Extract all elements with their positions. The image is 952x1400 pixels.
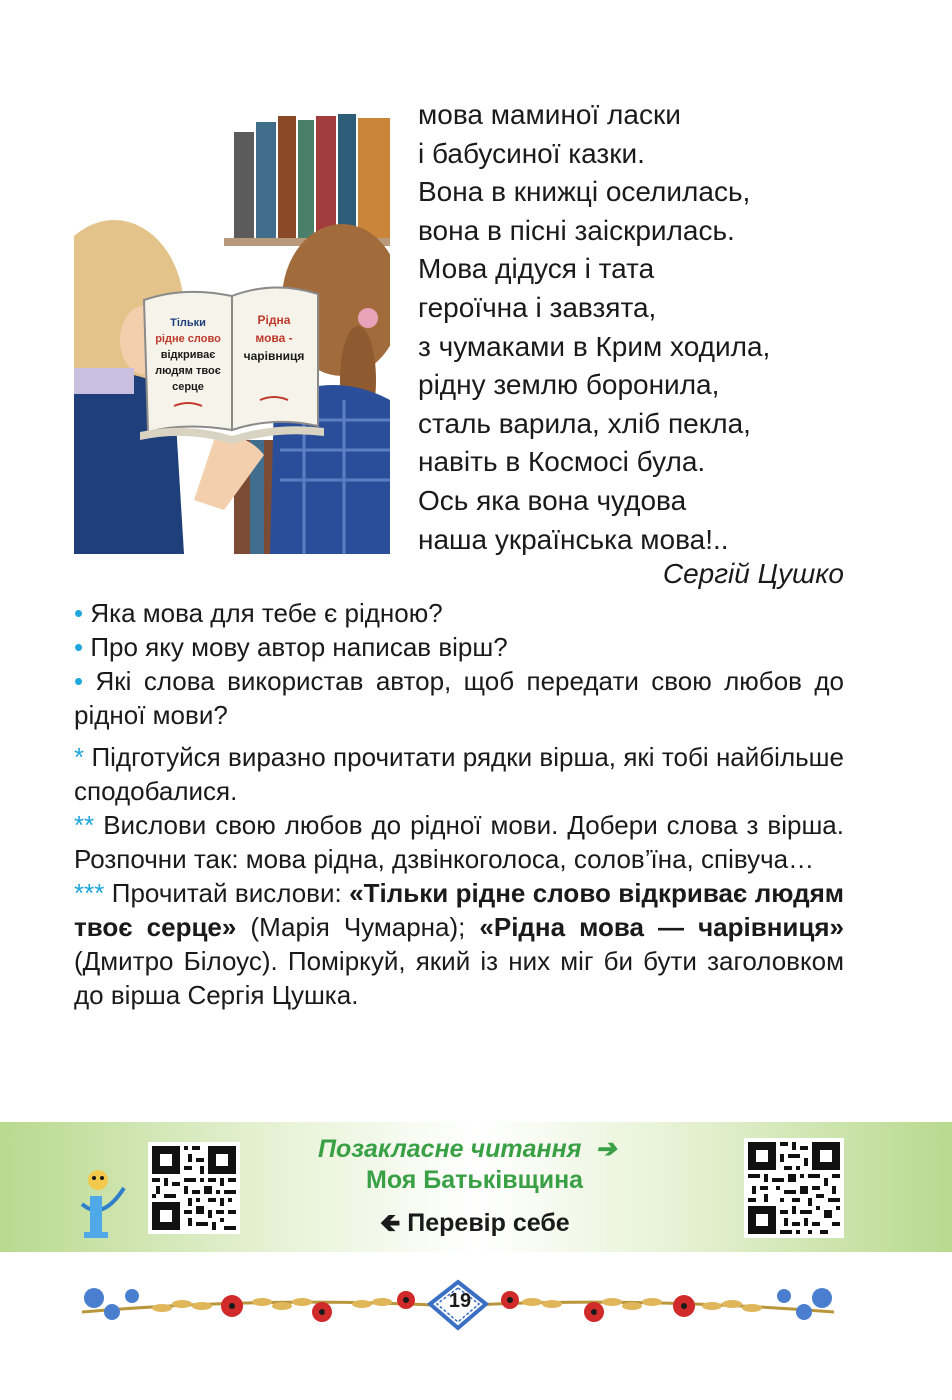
poem-author: Сергій Цушко [662,558,844,589]
difficulty-marker: *** [74,878,105,908]
poem-line: Вона в книжці оселилась, [418,176,751,208]
quote-1: «Тільки рідне слово відкриває людям твоє серце» [74,878,844,942]
poem-line: мова маминої ласки [418,99,681,130]
qr-code-right-icon[interactable] [744,1138,844,1238]
quote-2: «Рідна мова — чарівниця» [479,912,845,942]
task-item [74,740,844,808]
book-left-line-1: Тільки [170,317,206,329]
bullet-icon: • [74,666,84,696]
question-item [74,664,844,732]
book-right-line-1: Рідна [257,313,291,327]
difficulty-marker: * [74,742,85,772]
poem-line: сталь варила, хліб пекла, [418,407,751,439]
task-intro: Прочитай вислови: [111,878,342,908]
task-text: Підготуйся виразно прочитати рядки вірша, які тобі найбільше сподобалися. [74,742,844,806]
task-item [74,808,844,876]
book-left-line-4: людям твоє [155,365,221,377]
extra-reading-banner [0,1122,952,1252]
question-text: Які слова використав автор, щоб передати свою любов до рідної мови? [74,666,844,730]
extra-reading-label: Позакласне читання [318,1135,582,1163]
poem-line: навіть в Космосі була. [418,446,706,478]
question-item [74,630,844,664]
extra-reading-link[interactable] [318,1134,616,1164]
questions-list [74,596,844,732]
bullet-icon: • [74,632,84,662]
book-right-line-3: чарівниця [243,349,305,363]
mascot-icon [74,1152,130,1242]
quote-2-author: (Дмитро Білоус). [74,946,278,976]
book-right-line-2: мова - [255,331,293,345]
illustration-children-reading [74,110,390,554]
tasks-list [74,740,844,1012]
arrow-right-icon: ➔ [595,1135,617,1163]
arrow-left-icon: 🡸 [380,1209,401,1237]
poem-line: героїчна і завзята, [418,291,657,323]
poem-line: з чумаками в Крим ходила, [418,330,771,362]
poem-line: наша українська мова!.. [418,523,729,555]
difficulty-marker: ** [74,810,95,840]
book-left-line-3: відкриває [160,349,216,361]
poem-line: рідну землю боронила, [418,369,720,401]
question-text: Про яку мову автор написав вірш? [90,632,508,662]
book-left-line-5: серце [172,381,204,393]
task-outro: Поміркуй, який із них міг би бути заголовком до вірша Сергія Цушка. [74,946,844,1010]
my-homeland-link[interactable]: Моя Батьківщина [366,1166,584,1194]
bullet-icon: • [74,598,84,628]
poem-line: вона в пісні заіскрилась. [418,214,735,246]
task-item [74,876,844,1012]
illustration-svg [74,110,390,554]
poem [418,96,770,559]
book-left-line-2: рідне слово [155,333,221,345]
task-text: Вислови свою любов до рідної мови. Добери слова з вірша. Розпочни так: мова рідна, дзвінкоголоса, солов’їна, співуча… [74,810,844,874]
qr-code-left-icon[interactable] [148,1142,240,1234]
self-check-link[interactable] [380,1204,570,1247]
page-number: 19 [448,1290,472,1312]
poem-line: Ось яка вона чудова [418,484,687,516]
self-check-label: Перевір себе [407,1209,570,1237]
poem-line: і бабусиної казки. [418,137,645,169]
question-item [74,596,844,630]
question-text: Яка мова для тебе є рідною? [90,598,443,628]
quote-1-author: (Марія Чумарна); [250,912,466,942]
poem-line: Мова дідуся і тата [418,253,655,285]
